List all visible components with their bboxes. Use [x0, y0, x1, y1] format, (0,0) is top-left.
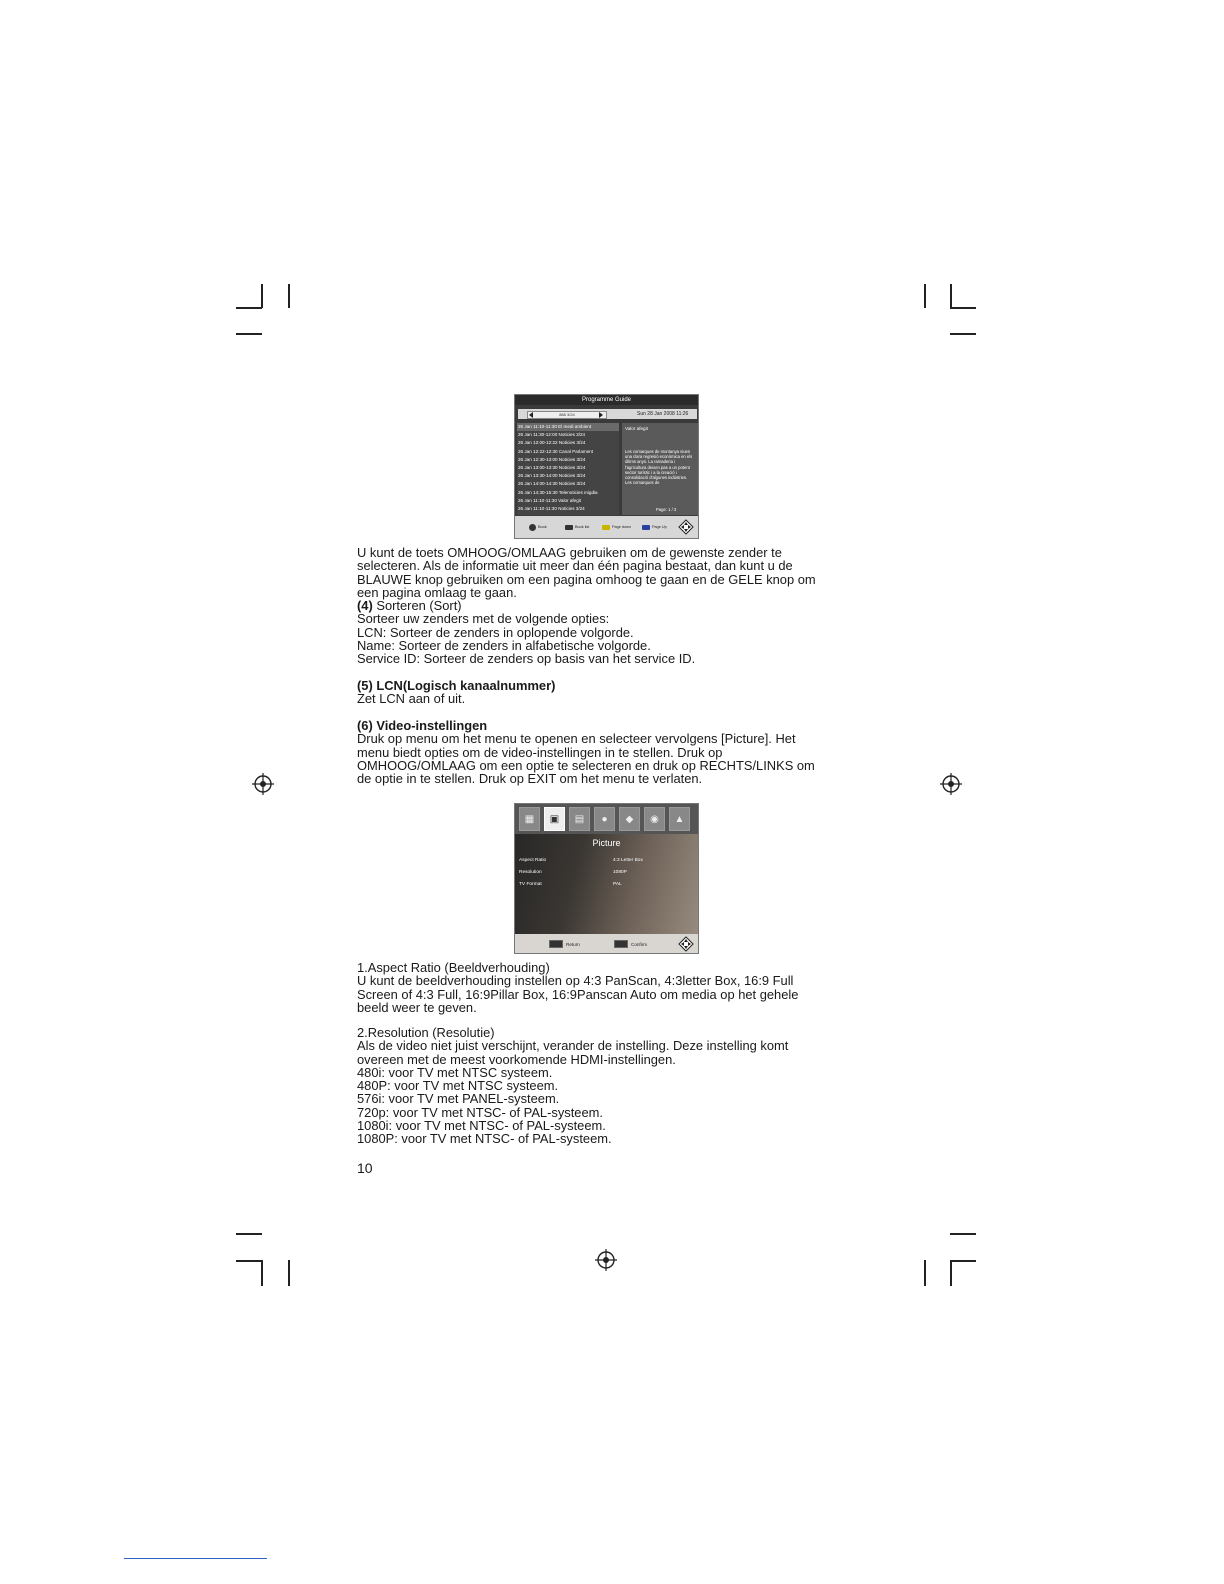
picture-icon: ▣ [544, 807, 565, 831]
epg-event-row: 26 Jan 13:00-13:30 Noticies 3/24 [518, 465, 586, 471]
paragraph-line: Als de video niet juist verschijnt, verander de instelling. Deze instelling komt [357, 1038, 789, 1054]
paragraph-line: Service ID: Sorteer de zenders op basis van het service ID. [357, 651, 696, 667]
paragraph-line: 1080P: voor TV met NTSC- of PAL-systeem. [357, 1131, 612, 1147]
epg-book-list-button [565, 524, 589, 530]
row-label: Aspect Ratio [519, 858, 547, 863]
epg-book-button [529, 524, 547, 530]
epg-event-row: 26 Jan 14:00-14:30 Noticies 3/24 [518, 481, 586, 487]
programme-guide-screenshot [514, 394, 699, 539]
arrow-right-icon [599, 412, 603, 418]
picture-menu-title: Picture [592, 838, 621, 848]
system-icon: ◉ [644, 807, 665, 831]
registration-mark-icon [595, 1249, 617, 1271]
sort-heading-number: (4) [357, 598, 373, 614]
aspect-heading: 1.Aspect Ratio (Beeldverhouding) [357, 960, 550, 975]
epg-channel: 888 3/24 [527, 411, 607, 419]
lcn-heading: (5) LCN(Logisch kanaalnummer) [357, 678, 556, 693]
epg-title: Programme Guide [515, 395, 698, 405]
ok-key-icon [529, 524, 536, 531]
picture-menu-footer [515, 934, 698, 953]
paragraph-line: 576i: voor TV met PANEL-systeem. [357, 1091, 560, 1107]
paragraph-line: beeld weer te geven. [357, 999, 477, 1015]
paragraph-line: 480P: voor TV met NTSC systeem. [357, 1078, 559, 1094]
paragraph-line: Zet LCN aan of uit. [357, 691, 466, 707]
paragraph-line: Name: Sorteer de zenders in alfabetische volgorde. [357, 638, 651, 654]
row-label: Resolution [519, 870, 542, 875]
epg-event-row: 26 Jan 11:30-12:00 Noticies 3/24 [518, 432, 586, 438]
usb-icon: ▲ [669, 807, 690, 831]
epg-event-row: 26 Jan 12:30-13:00 Noticies 3/24 [518, 456, 586, 462]
button-label: Confirm [631, 941, 648, 947]
epg-button-label: Page down [612, 525, 631, 529]
ok-key-icon [614, 940, 628, 948]
time-icon: ● [594, 807, 615, 831]
section-aspect-ratio-text [357, 961, 857, 1014]
row-value: 4:3 Letter Box [613, 858, 643, 863]
exit-key-icon [549, 940, 563, 948]
arrow-left-icon [529, 412, 533, 418]
footer-link-underline [124, 1558, 267, 1559]
epg-date: Sun 28 Jan 2008 11:26 [637, 411, 689, 417]
menu-icon-bar [515, 804, 698, 834]
blue-key-icon [642, 525, 650, 530]
epg-event-list [517, 423, 619, 515]
paragraph-line: OMHOOG/OMLAAG om een optie te selecteren en druk op RECHTS/LINKS om [357, 757, 815, 773]
epg-event-row: 26 Jan 12:22-12:30 Canal Parlament [518, 448, 594, 454]
yellow-key-icon [602, 525, 610, 530]
paragraph-line: LCN: Sorteer de zenders in oplopende volgorde. [357, 624, 634, 640]
paragraph-line: Druk op menu om het menu te openen en selecteer vervolgens [Picture]. Het [357, 731, 796, 747]
section-lcn-text [357, 679, 857, 706]
sort-heading [357, 599, 857, 612]
paragraph-line: U kunt de beeldverhouding instellen op 4:3 PanScan, 4:3letter Box, 16:9 Full [357, 973, 794, 989]
paragraph-line: menu biedt opties om de video-instellingen in te stellen. Druk op [357, 744, 723, 760]
epg-button-label: Book [538, 525, 547, 529]
epg-event-row: 26 Jan 14:30-15:30 Telenoticies migdia [518, 489, 598, 495]
epg-event-row: 26 Jan 12:00-12:22 Noticies 3/24 [518, 440, 586, 446]
epg-event-row: 26 Jan 11:10-11:30 Noticies 3/24 [518, 506, 585, 512]
key-icon [565, 525, 573, 530]
button-label: Return [566, 941, 580, 947]
paragraph-line: een pagina omlaag te gaan. [357, 584, 517, 600]
epg-info-panel [622, 423, 698, 515]
epg-page-up-button [642, 524, 667, 530]
paragraph-line: 480i: voor TV met NTSC systeem. [357, 1064, 553, 1080]
epg-info-title: Valor afegit [625, 426, 648, 431]
video-heading: (6) Video-instellingen [357, 718, 488, 733]
epg-info-description: Les comarques de muntanya viuen una clara regresió econòmica en els últims anys. La ramaderia i l'agricultura deixen pas a un potent sector turístic i a la creació i consolidació d'algunes indústries. Les comarques de [625, 449, 693, 486]
dpad-icon [678, 936, 694, 952]
paragraph-line: BLAUWE knop gebruiken om een pagina omhoog te gaan en de GELE knop om [357, 571, 816, 587]
epg-page-indicator: Page: 1 / 3 [656, 507, 677, 512]
paragraph-line: 720p: voor TV met NTSC- of PAL-systeem. [357, 1104, 603, 1120]
epg-button-label: Page Up [652, 525, 667, 529]
option-icon: ◆ [619, 807, 640, 831]
paragraph-line: selecteren. Als de informatie uit meer dan één pagina bestaat, dan kunt u de [357, 558, 793, 574]
epg-event-row: 26 Jan 11:10-11:30 Valor afegit [518, 497, 582, 503]
paragraph-line: U kunt de toets OMHOOG/OMLAAG gebruiken om de gewenste zender te [357, 545, 782, 560]
section-video-text [357, 719, 857, 785]
row-value: 1080P [613, 870, 627, 875]
registration-mark-icon [252, 773, 274, 795]
sort-heading-title: Sorteren (Sort) [372, 598, 462, 614]
return-button [549, 940, 580, 948]
epg-page-down-button [602, 524, 631, 530]
dpad-icon [678, 519, 694, 535]
paragraph-line: de optie in te stellen. Druk op EXIT om het menu te verlaten. [357, 771, 703, 787]
paragraph-line: 1080i: voor TV met NTSC- of PAL-systeem. [357, 1118, 606, 1134]
paragraph-line: overeen met de meest voorkomende HDMI-instellingen. [357, 1051, 676, 1067]
channel-icon: ▦ [519, 807, 540, 831]
epg-event-row: 26 Jan 13:30-14:00 Noticies 3/24 [518, 473, 586, 479]
row-value: PAL [613, 882, 622, 887]
registration-mark-icon [940, 773, 962, 795]
page-number: 10 [357, 1160, 373, 1176]
paragraph-line: Screen of 4:3 Full, 16:9Pillar Box, 16:9Panscan Auto om media op het gehele [357, 986, 799, 1002]
epg-event-row: 26 Jan 11:10-11:30 El medi ambient [517, 423, 619, 431]
search-icon: ▤ [569, 807, 590, 831]
section-resolution-text [357, 1026, 857, 1146]
picture-menu-screenshot [514, 803, 699, 954]
resolution-heading: 2.Resolution (Resolutie) [357, 1025, 495, 1040]
row-label: TV Format [519, 882, 542, 887]
confirm-button [614, 940, 647, 948]
paragraph-line: Sorteer uw zenders met de volgende opties: [357, 611, 610, 627]
epg-footer [515, 516, 698, 538]
section-programme-guide-text [357, 546, 857, 666]
epg-button-label: Book list [575, 525, 590, 529]
